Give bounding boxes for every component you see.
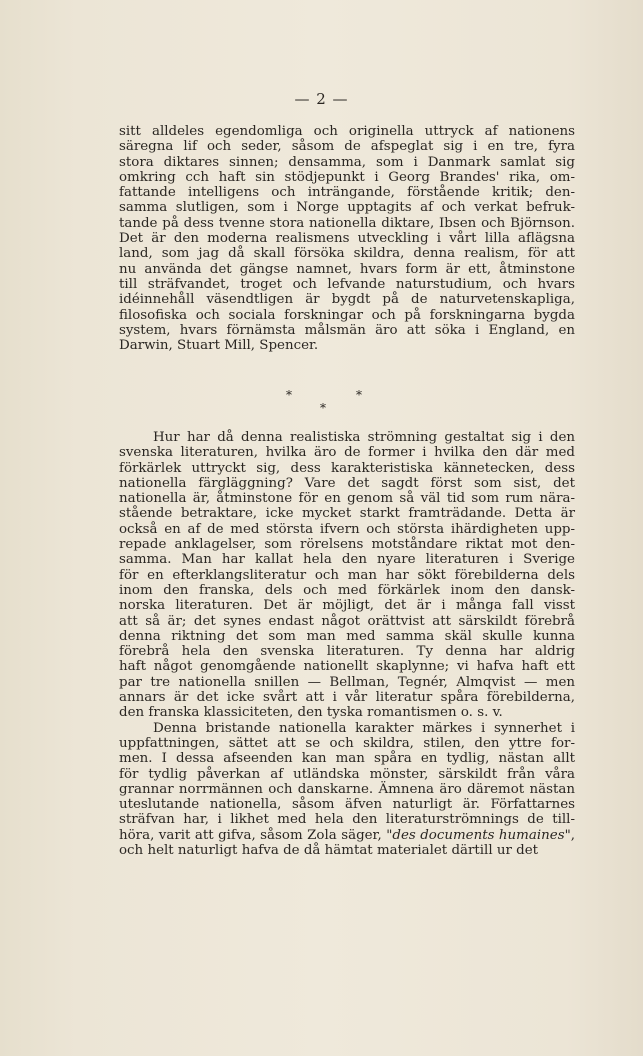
text-fragment: , bbox=[570, 827, 575, 843]
separator-asterisk: * bbox=[320, 401, 326, 415]
text-line: också en af de med största ifvern och största ihärdigheten upp- bbox=[119, 521, 575, 537]
section-separator bbox=[0, 388, 643, 418]
text-line: repade anklagelser, som rörelsens motståndare riktat mot den- bbox=[119, 537, 575, 553]
text-line: uppfattningen, sättet att se och skildra, stilen, den yttre for- bbox=[119, 735, 575, 751]
text-line: Hur har då denna realistiska strömning gestaltat sig i den bbox=[153, 430, 575, 445]
text-line: uteslutande nationella, såsom äfven naturligt är. Författarnes bbox=[119, 797, 575, 813]
text-line: land, som jag då skall försöka skildra, denna realism, för att bbox=[119, 246, 575, 262]
text-line: par tre nationella snillen — Bellman, Tegnér, Almqvist — men bbox=[119, 674, 575, 690]
text-line: denna riktning det som man med samma skäl skulle kunna bbox=[119, 628, 575, 644]
text-line: Darwin, Stuart Mill, Spencer. bbox=[119, 338, 319, 354]
text-line: förkärlek uttryckt sig, dess karakteristiska kännetecken, dess bbox=[119, 460, 575, 476]
text-line: idéinnehåll väsendtligen är bygdt på de naturvetenskapliga, bbox=[119, 292, 575, 308]
text-line: samma slutligen, som i Norge upptagits af och verkat befruk- bbox=[119, 200, 575, 216]
text-line: svenska literaturen, hvilka äro de former i hvilka den där med bbox=[119, 445, 575, 461]
text-line: nationella är, åtminstone för en genom så väl tid som rum nära- bbox=[119, 491, 575, 507]
separator-asterisk: * bbox=[356, 388, 362, 402]
text-line: filosofiska och sociala forskningar och på forskningarna bygda bbox=[119, 307, 575, 323]
text-line: sträfvan har, i likhet med hela den literaturströmnings de till- bbox=[119, 812, 575, 828]
text-line: fattande intelligens och inträngande, förstående kritik; den- bbox=[119, 185, 575, 201]
text-line: Det är den moderna realismens utveckling i vårt lilla aflägsna bbox=[119, 231, 575, 247]
text-line: haft något genomgående nationellt skaplynne; vi hafva haft ett bbox=[119, 659, 575, 675]
text-line: för tydlig påverkan af utländska mönster, särskildt från våra bbox=[119, 766, 575, 782]
text-line: stora diktares sinnen; densamma, som i Danmark samlat sig bbox=[119, 154, 575, 170]
text-line: Denna bristande nationella karakter märkes i synnerhet i bbox=[153, 720, 575, 736]
text-line: och helt naturligt hafva de då hämtat materialet därtill ur det bbox=[119, 843, 539, 859]
text-line: stående betraktare, icke mycket starkt framträdande. Detta är bbox=[119, 506, 575, 522]
text-line: säregna lif och seder, såsom de afspeglat sig i en tre, fyra bbox=[119, 139, 575, 155]
text-fragment: höra, varit att gifva, såsom Zola säger, bbox=[119, 827, 387, 843]
separator-asterisk: * bbox=[286, 388, 292, 402]
italic-quotation: "des documents humaines" bbox=[386, 827, 571, 843]
text-line: omkring cch haft sin stödjepunkt i Georg Brandes' rika, om- bbox=[119, 169, 575, 185]
text-line: till sträfvandet, troget och lefvande naturstudium, och hvars bbox=[119, 276, 575, 292]
text-line: grannar norrmännen och danskarne. Ämnena äro däremot nästan bbox=[119, 781, 575, 797]
text-line: inom den franska, dels och med förkärlek inom den dansk- bbox=[119, 582, 575, 598]
text-line: annars är det icke svårt att i vår literatur spåra förebilderna, bbox=[119, 690, 575, 706]
text-line: för en efterklangsliteratur och man har sökt förebilderna dels bbox=[119, 567, 575, 583]
text-line: nu använda det gängse namnet, hvars form är ett, åtminstone bbox=[119, 261, 575, 277]
text-line: tande på dess tvenne stora nationella diktare, Ibsen och Björnson. bbox=[119, 215, 575, 231]
text-line: nationella färgläggning? Vare det sagdt först som sist, det bbox=[119, 475, 575, 491]
text-line: förebrå hela den svenska literaturen. Ty denna har aldrig bbox=[119, 644, 575, 660]
text-line bbox=[119, 828, 575, 843]
text-line: att så är; det synes endast något orättvist att särskildt förebrå bbox=[119, 613, 575, 629]
text-line: den franska klassiciteten, den tyska romantismen o. s. v. bbox=[119, 705, 503, 721]
text-line: norska literaturen. Det är möjligt, det är i många fall visst bbox=[119, 598, 575, 614]
text-line: system, hvars förnämsta målsmän äro att söka i England, en bbox=[119, 322, 575, 338]
text-line: sitt alldeles egendomliga och originella uttryck af nationens bbox=[119, 124, 575, 139]
text-line: samma. Man har kallat hela den nyare literaturen i Sverige bbox=[119, 552, 575, 568]
paragraph-1 bbox=[119, 124, 575, 353]
page-number: — 2 — bbox=[294, 90, 349, 108]
text-line: men. I dessa afseenden kan man spåra en tydlig, nästan allt bbox=[119, 751, 575, 767]
paragraph-2-and-3 bbox=[119, 430, 575, 858]
